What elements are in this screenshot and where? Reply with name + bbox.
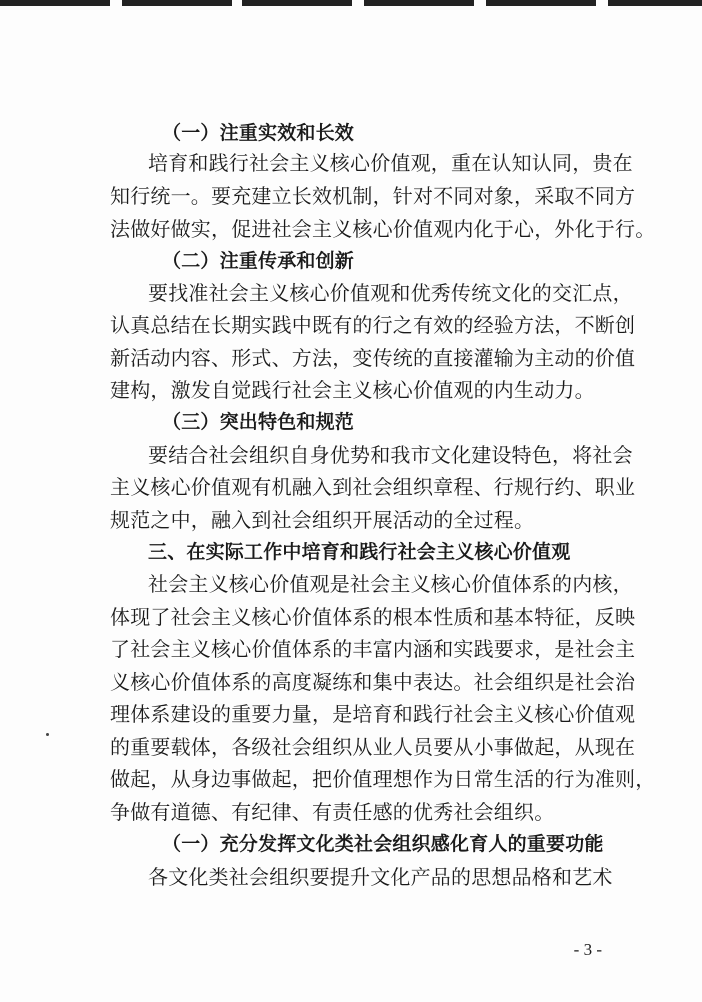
paragraph-line: 培育和践行社会主义核心价值观，重在认知认同，贵在 [148, 151, 633, 175]
page-number: - 3 - [573, 940, 602, 959]
paragraph-line: 主义核心价值观有机融入到社会组织章程、行规行约、职业 [110, 475, 636, 499]
paragraph-line: 做起，从身边事做起，把价值理想作为日常生活的行为准则， [110, 767, 656, 791]
paragraph-line: 理体系建设的重要力量，是培育和践行社会主义核心价值观 [110, 702, 636, 726]
subheading-4: （一）充分发挥文化类社会组织感化育人的重要功能 [162, 833, 604, 855]
paragraph-line: 规范之中，融入到社会组织开展活动的全过程。 [110, 508, 535, 532]
paragraph-line: 义核心价值体系的高度凝练和集中表达。社会组织是社会治 [110, 670, 636, 694]
paragraph-line: 争做有道德、有纪律、有责任感的优秀社会组织。 [110, 800, 555, 824]
paragraph-line: 新活动内容、形式、方法，变传统的直接灌输为主动的价值 [110, 346, 636, 370]
paragraph-line: 知行统一。要充建立长效机制，针对不同对象，采取不同方 [110, 184, 636, 208]
paragraph-line: 了社会主义核心价值体系的丰富内涵和实践要求，是社会主 [110, 637, 636, 661]
paragraph-line: 建构，激发自觉践行社会主义核心价值观的内生动力。 [110, 378, 595, 402]
paragraph-line: 要找准社会主义核心价值观和优秀传统文化的交汇点， [148, 281, 633, 305]
paragraph-line: 体现了社会主义核心价值体系的根本性质和基本特征，反映 [110, 605, 636, 629]
paragraph-line: 法做好做实，促进社会主义核心价值观内化于心，外化于行。 [110, 217, 656, 241]
paragraph-line: 认真总结在长期实践中既有的行之有效的经验方法，不断创 [110, 313, 636, 337]
paragraph-line: 的重要载体，各级社会组织从业人员要从小事做起，从现在 [110, 735, 636, 759]
scan-speck [46, 733, 49, 736]
subheading-1: （一）注重实效和长效 [162, 122, 355, 144]
subheading-3: （三）突出特色和规范 [162, 411, 355, 433]
subheading-2: （二）注重传承和创新 [162, 250, 355, 272]
paragraph-line: 社会主义核心价值观是社会主义核心价值体系的内核， [148, 572, 633, 596]
section-heading-3: 三、在实际工作中培育和践行社会主义核心价值观 [148, 541, 571, 563]
scan-top-border [0, 0, 702, 10]
paragraph-line: 各文化类社会组织要提升文化产品的思想品格和艺术 [148, 865, 613, 889]
paragraph-line: 要结合社会组织自身优势和我市文化建设特色，将社会 [148, 443, 633, 467]
